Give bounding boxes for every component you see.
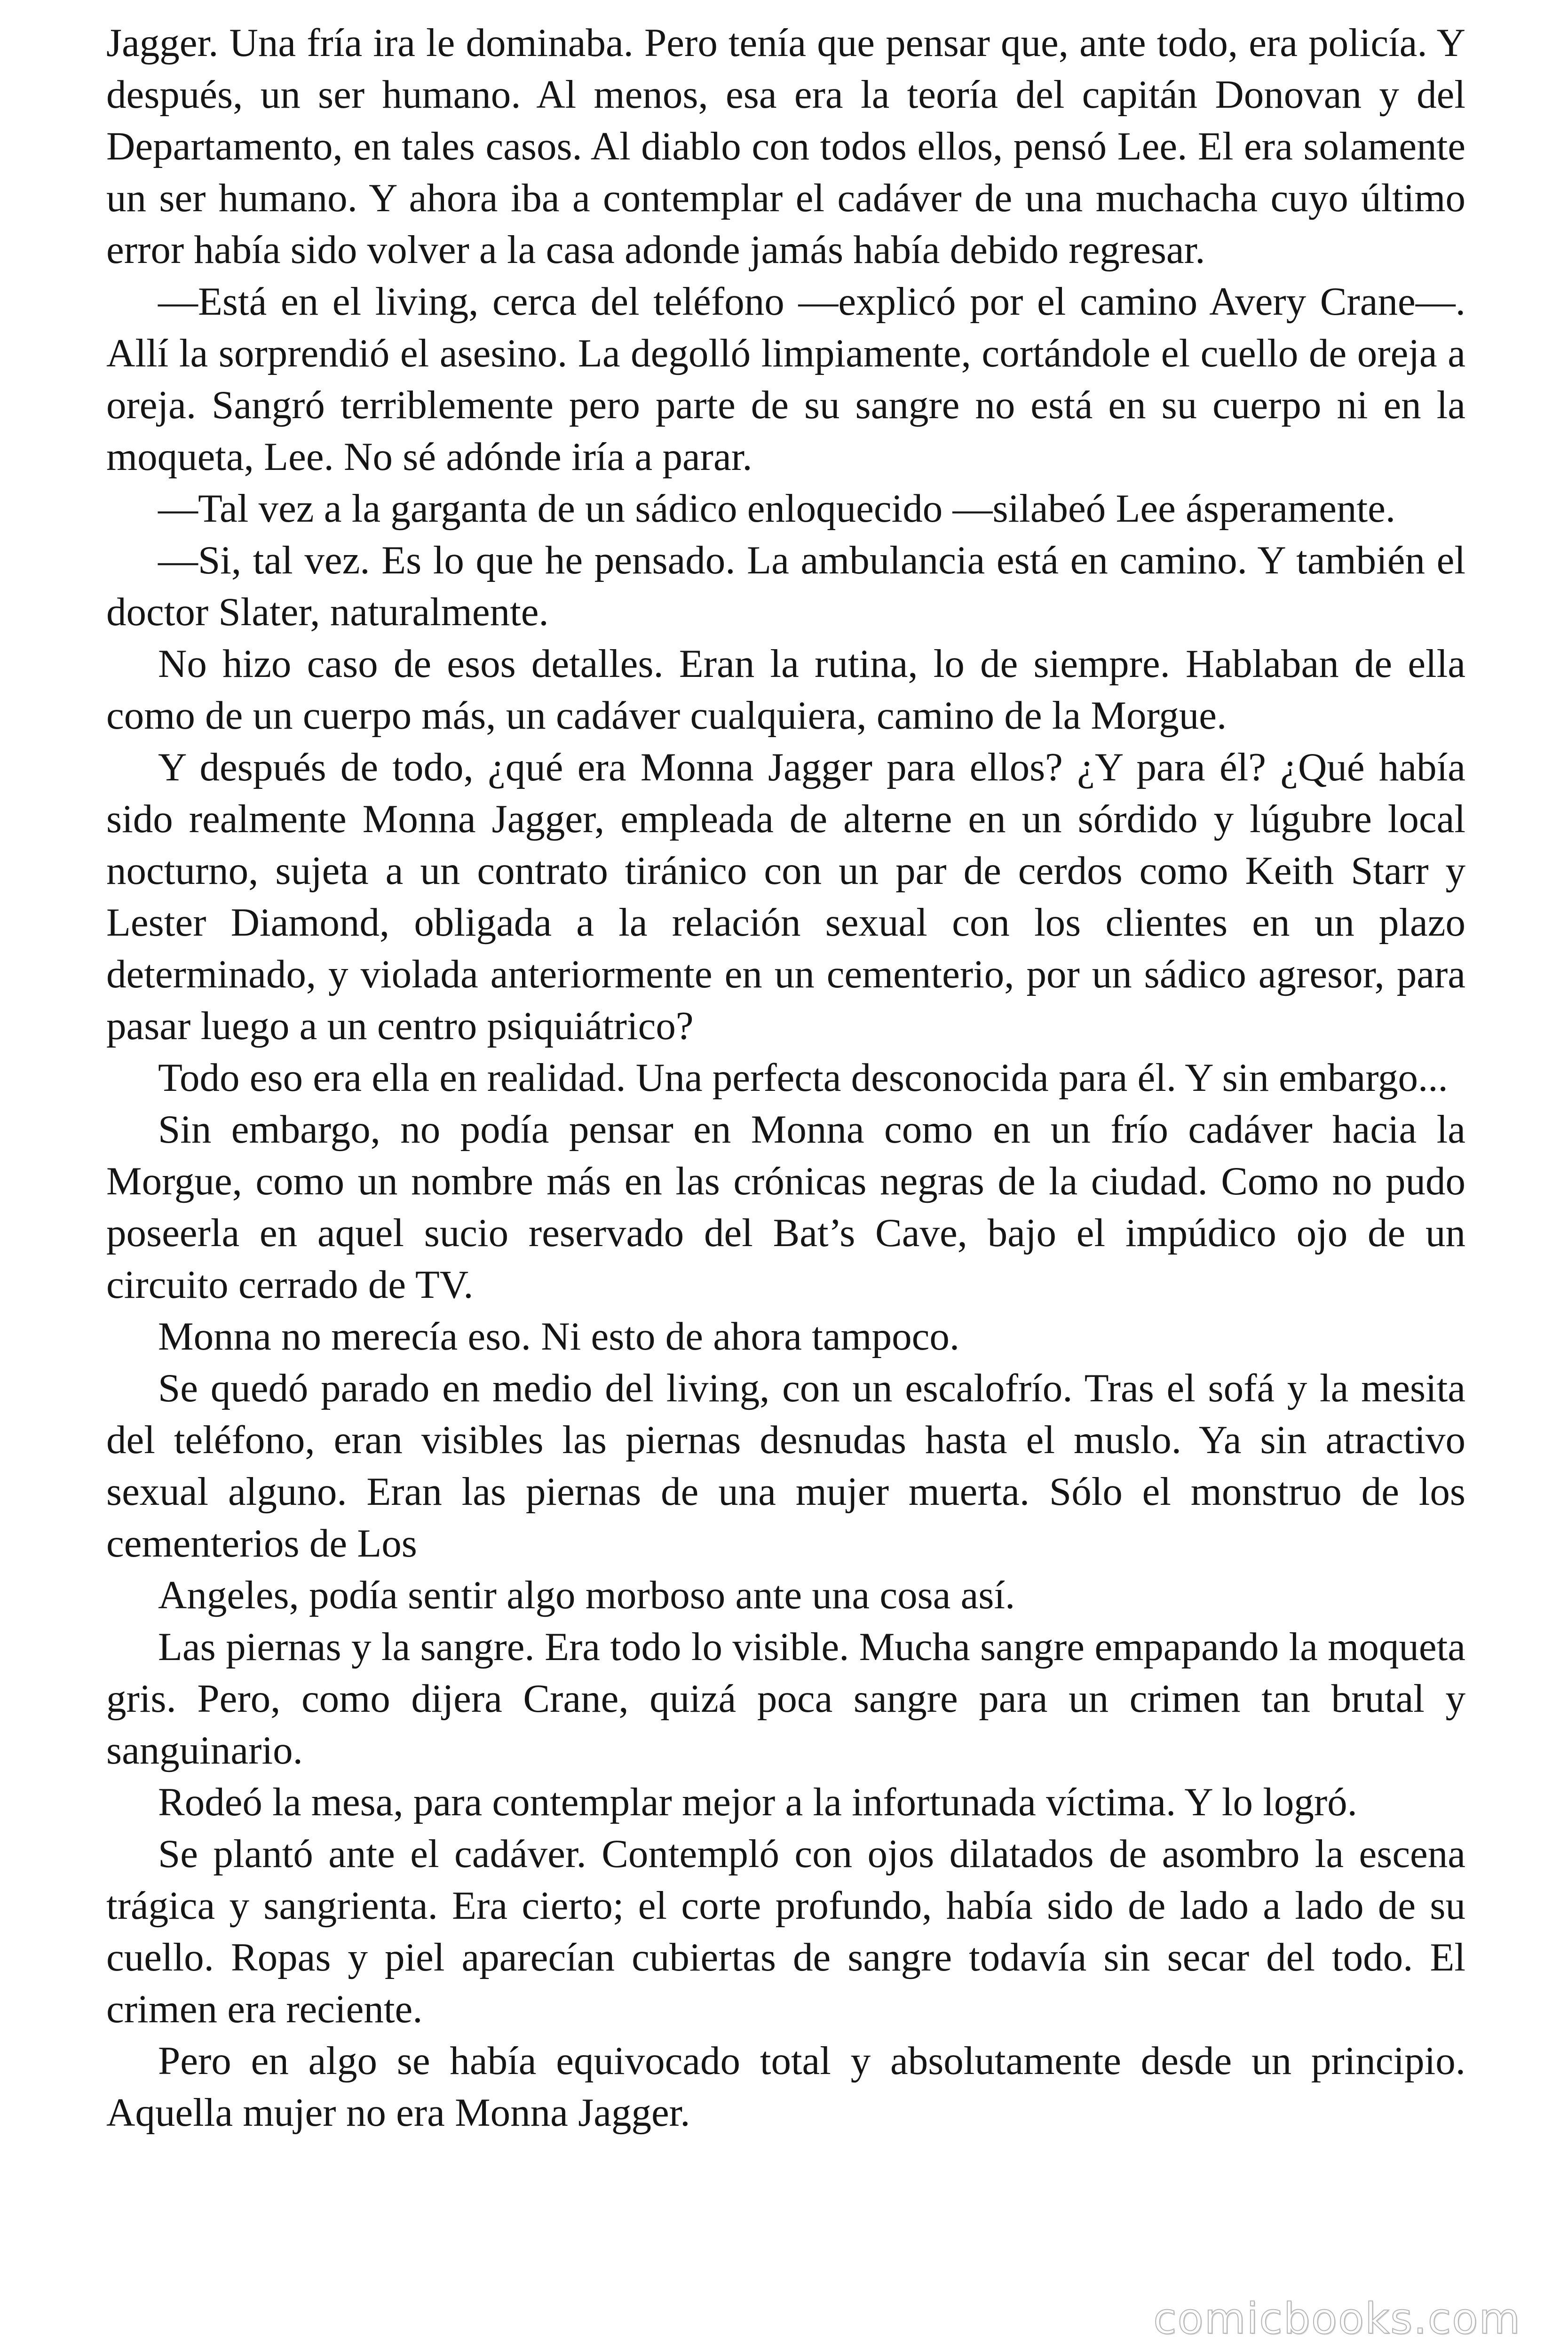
paragraph: Todo eso era ella en realidad. Una perfecta desconocida para él. Y sin embargo...	[158, 1056, 1448, 1100]
paragraph: —Si, tal vez. Es lo que he pensado. La ambulancia está en camino. Y también el doctor Slater, naturalmente.	[106, 538, 1465, 634]
paragraph: Jagger. Una fría ira le dominaba. Pero tenía que pensar que, ante todo, era policía. Y después, un ser humano. Al menos, esa era la teoría del capitán Donovan y del Departamento, en tales casos. Al diablo con todos ellos, pensó Lee. El era solamente un ser humano. Y ahora iba a contemplar el cadáver de una muchacha cuyo último error había sido volver a la casa adonde jamás había debido regresar.	[106, 21, 1465, 272]
paragraph: Rodeó la mesa, para contemplar mejor a la infortunada víctima. Y lo logró.	[158, 1780, 1357, 1824]
paragraph: Y después de todo, ¿qué era Monna Jagger para ellos? ¿Y para él? ¿Qué había sido realmente Monna Jagger, empleada de alterne en un sórdido y lúgubre local nocturno, sujeta a un contrato tiránico con un par de cerdos como Keith Starr y Lester Diamond, obligada a la relación sexual con los clientes en un plazo determinado, y violada anteriormente en un cementerio, por un sádico agresor, para pasar luego a un centro psiquiátrico?	[106, 745, 1465, 1048]
paragraph: —Está en el living, cerca del teléfono —explicó por el camino Avery Crane—. Allí la sorprendió el asesino. La degolló limpiamente, cortándole el cuello de oreja a oreja. Sangró terriblemente pero parte de su sangre no está en su cuerpo ni en la moqueta, Lee. No sé adónde iría a parar.	[106, 279, 1465, 479]
paragraph: Se plantó ante el cadáver. Contempló con ojos dilatados de asombro la escena trágica y sangrienta. Era cierto; el corte profundo, había sido de lado a lado de su cuello. Ropas y piel aparecían cubiertas de sangre todavía sin secar del todo. El crimen era reciente.	[106, 1832, 1465, 2031]
paragraph: Angeles, podía sentir algo morboso ante una cosa así.	[158, 1573, 1015, 1617]
paragraph: Se quedó parado en medio del living, con un escalofrío. Tras el sofá y la mesita del teléfono, eran visibles las piernas desnudas hasta el muslo. Ya sin atractivo sexual alguno. Eran las piernas de una mujer muerta. Sólo el monstruo de los cementerios de Los	[106, 1366, 1465, 1565]
paragraph: Pero en algo se había equivocado total y absolutamente desde un principio. Aquella mujer no era Monna Jagger.	[106, 2039, 1465, 2135]
page-text	[106, 17, 1465, 2138]
paragraph: Monna no merecía eso. Ni esto de ahora tampoco.	[158, 1314, 960, 1359]
paragraph: No hizo caso de esos detalles. Eran la rutina, lo de siempre. Hablaban de ella como de un cuerpo más, un cadáver cualquiera, camino de la Morgue.	[106, 642, 1465, 738]
watermark: comicbooks.com	[1153, 2294, 1521, 2344]
paragraph: Sin embargo, no podía pensar en Monna como en un frío cadáver hacia la Morgue, como un nombre más en las crónicas negras de la ciudad. Como no pudo poseerla en aquel sucio reservado del Bat’s Cave, bajo el impúdico ojo de un circuito cerrado de TV.	[106, 1107, 1465, 1307]
paragraph: Las piernas y la sangre. Era todo lo visible. Mucha sangre empapando la moqueta gris. Pero, como dijera Crane, quizá poca sangre para un crimen tan brutal y sanguinario.	[106, 1625, 1465, 1772]
paragraph: —Tal vez a la garganta de un sádico enloquecido —silabeó Lee ásperamente.	[158, 486, 1396, 531]
